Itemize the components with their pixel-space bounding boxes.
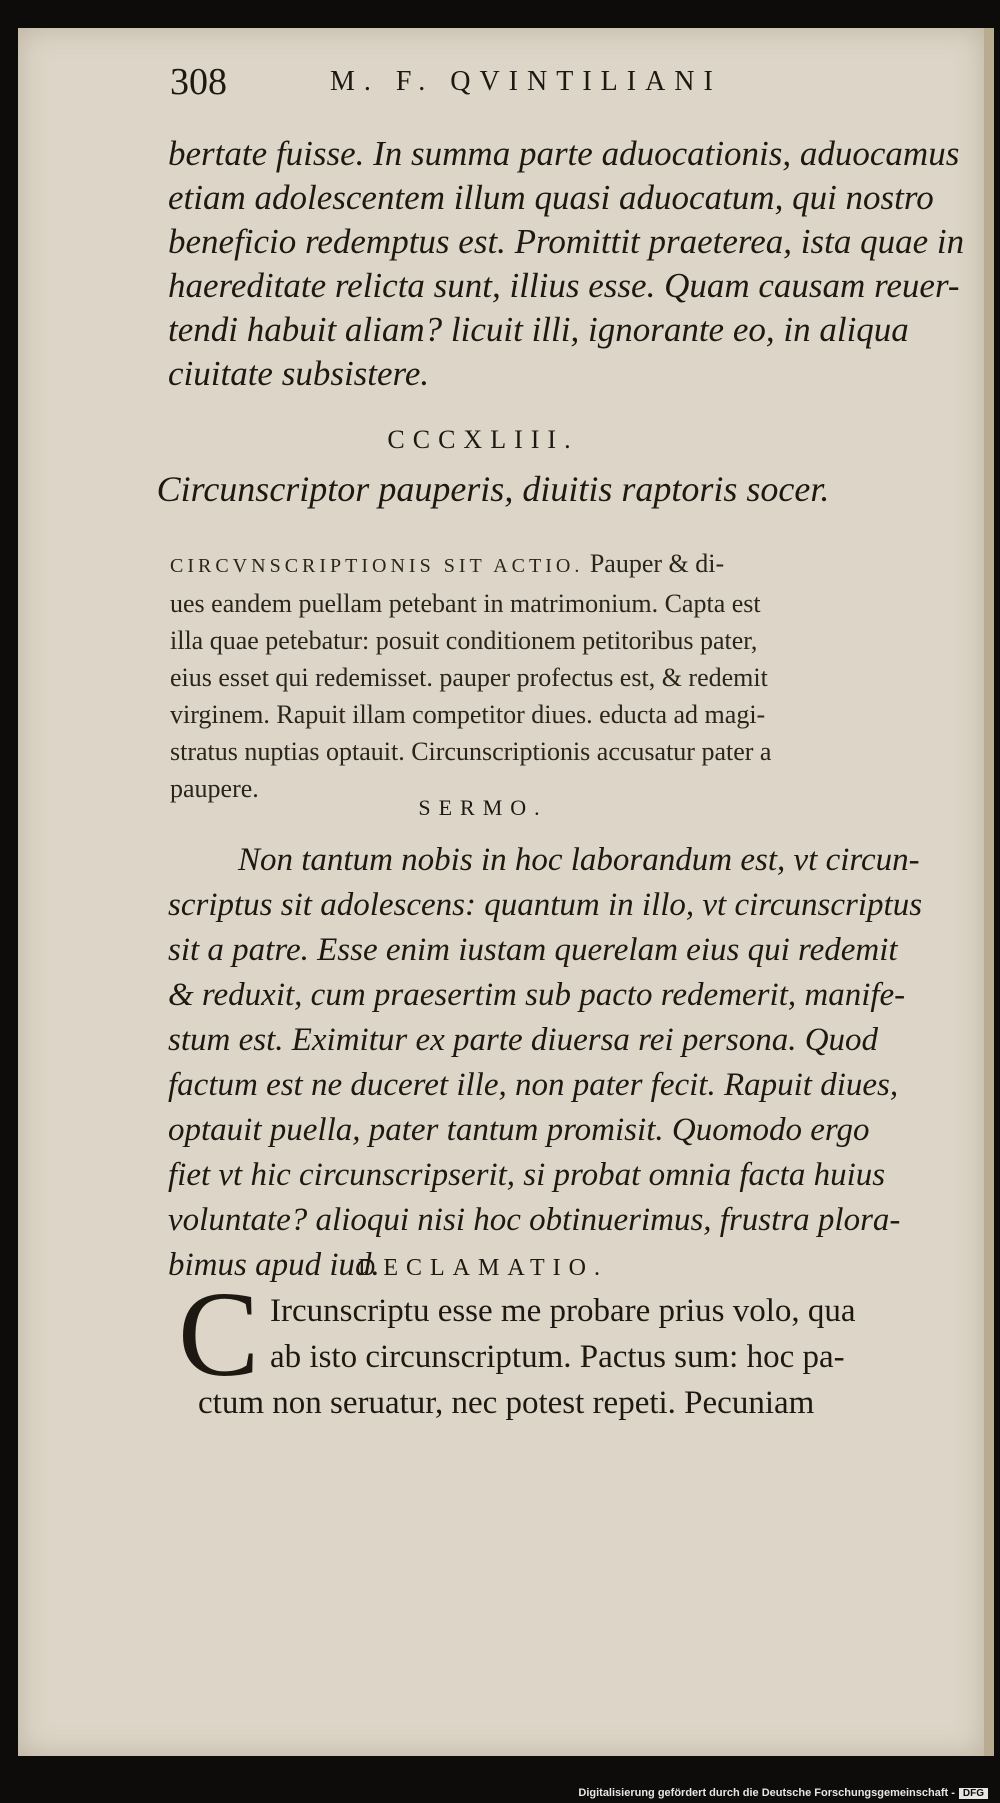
argument-paragraph [170, 545, 850, 807]
section-number: CCCXLIII. [387, 425, 579, 454]
text-line: eius esset qui redemisset. pauper profectus est, & redemit [170, 663, 768, 692]
declamatio-paragraph [198, 1288, 856, 1426]
text-line: virginem. Rapuit illam competitor diues. educta ad magi- [170, 700, 766, 729]
text-line: ciuitate subsistere. [168, 354, 430, 393]
text-line: voluntate? alioqui nisi hoc obtinuerimus, frustra plora- [168, 1202, 901, 1238]
text-line: tendi habuit aliam? licuit illi, ignorante eo, in aliqua [168, 310, 909, 349]
text-line: illa quae petebatur: posuit conditionem petitoribus pater, [170, 626, 758, 655]
declamatio-heading: DECLAMATIO. [358, 1255, 608, 1281]
page-header [170, 60, 790, 120]
text-line: optauit puella, pater tantum promisit. Quomodo ergo [168, 1112, 870, 1148]
sermo-heading: SERMO. [418, 795, 548, 820]
text-line: factum est ne duceret ille, non pater fecit. Rapuit diues, [168, 1067, 899, 1103]
argument-lead: CIRCVNSCRIPTIONIS SIT ACTIO. [170, 555, 584, 577]
text-line [170, 545, 850, 585]
text-line: etiam adolescentem illum quasi aduocatum, qui nostro [168, 178, 934, 217]
text-line: ues eandem puellam petebant in matrimonium. Capta est [170, 589, 761, 618]
text-line: paupere. [170, 774, 259, 803]
text-line: sit a patre. Esse enim iustam querelam eius qui redemit [168, 932, 898, 968]
credit-text: Digitalisierung gefördert durch die Deutsche Forschungsgemeinschaft - [578, 1787, 955, 1799]
opening-paragraph [168, 132, 965, 396]
section-title: Circunscriptor pauperis, diuitis raptoris socer. [156, 469, 830, 509]
text-line: & reduxit, cum praesertim sub pacto redemerit, manife- [168, 977, 906, 1013]
sermo-paragraph [168, 838, 923, 1288]
drop-cap: C [178, 1267, 260, 1402]
text-line: haereditate relicta sunt, illius esse. Quam causam reuer- [168, 266, 960, 305]
text-fragment: Pauper & di- [583, 549, 725, 578]
text-line: fiet vt hic circunscripserit, si probat omnia facta huius [168, 1157, 886, 1193]
digitization-credit [578, 1787, 988, 1799]
text-line: ab isto circunscriptum. Pactus sum: hoc pa- [270, 1339, 845, 1375]
text-line: Ircunscriptu esse me probare prius volo, qua [270, 1293, 856, 1329]
text-line: stratus nuptias optauit. Circunscriptionis accusatur pater a [170, 737, 772, 766]
text-line: scriptus sit adolescens: quantum in illo, vt circunscriptus [168, 887, 923, 923]
running-title: M. F. QVINTILIANI [330, 66, 722, 97]
dfg-logo: DFG [959, 1788, 988, 1799]
text-line: stum est. Eximitur ex parte diuersa rei persona. Quod [168, 1022, 879, 1058]
text-line: beneficio redemptus est. Promittit praeterea, ista quae in [168, 222, 965, 261]
text-line: Non tantum nobis in hoc laborandum est, vt circun- [238, 842, 920, 878]
text-line: bimus apud iud. [168, 1247, 380, 1283]
text-line: bertate fuisse. In summa parte aduocationis, aduocamus [168, 134, 960, 173]
page-number: 308 [170, 61, 227, 103]
text-line: ctum non seruatur, nec potest repeti. Pecuniam [198, 1385, 815, 1421]
